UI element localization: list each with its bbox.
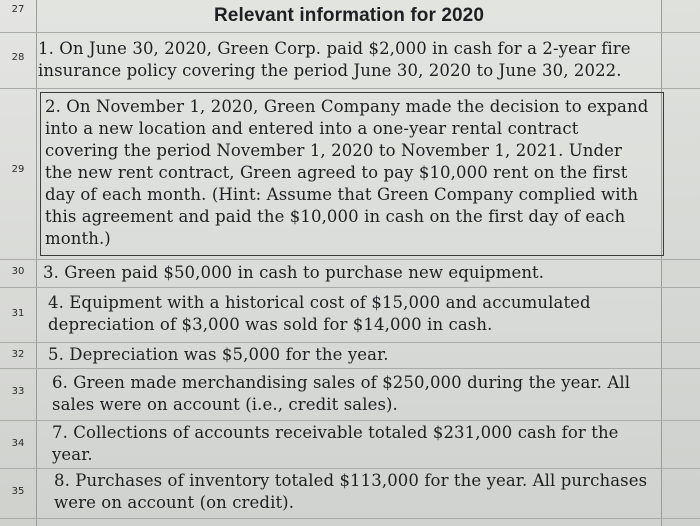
text-line: 4. Equipment with a historical cost of $15,000 and accumulated	[48, 293, 591, 312]
text-line: 5. Depreciation was $5,000 for the year.	[48, 345, 389, 364]
cell-text	[54, 470, 660, 514]
table-row[interactable]	[0, 368, 700, 421]
text-line: day of each month. (Hint: Assume that Green Company complied with	[45, 185, 639, 204]
text-line: sales were on account (i.e., credit sales).	[52, 395, 398, 414]
text-line: 2. On November 1, 2020, Green Company made the decision to expand	[45, 97, 649, 116]
row-number: 27	[11, 4, 25, 15]
page-title: Relevant information for 2020	[213, 5, 485, 26]
cell-text[interactable]	[45, 96, 660, 250]
cell-text	[43, 262, 660, 284]
text-line: month.)	[45, 229, 111, 248]
text-line: this agreement and paid the $10,000 in cash on the first day of each	[45, 207, 626, 226]
cell-text	[52, 372, 660, 416]
cell-text	[48, 344, 660, 366]
table-row[interactable]	[0, 468, 700, 519]
text-line: 7. Collections of accounts receivable totaled $231,000 cash for the	[52, 423, 619, 442]
text-line: 1. On June 30, 2020, Green Corp. paid $2,000 in cash for a 2-year fire	[38, 39, 631, 58]
row-number: 35	[11, 486, 25, 497]
table-row[interactable]	[0, 420, 700, 469]
cell-text	[52, 422, 660, 466]
text-line: the new rent contract, Green agreed to pay $10,000 rent on the first	[45, 163, 628, 182]
cell-text	[48, 292, 660, 336]
text-line: covering the period November 1, 2020 to November 1, 2021. Under	[45, 141, 623, 160]
text-line: 8. Purchases of inventory totaled $113,000 for the year. All purchases	[54, 471, 648, 490]
row-number: 31	[11, 308, 25, 319]
text-line: year.	[52, 445, 93, 464]
text-line: insurance policy covering the period June 30, 2020 to June 30, 2022.	[38, 61, 622, 80]
table-row[interactable]	[0, 0, 700, 33]
text-line: into a new location and entered into a one-year rental contract	[45, 119, 579, 138]
row-number: 30	[11, 266, 25, 277]
row-number: 34	[11, 438, 25, 449]
cell-text	[38, 38, 660, 82]
row-number: 33	[11, 386, 25, 397]
table-row[interactable]	[0, 287, 700, 343]
row-number: 29	[11, 164, 25, 175]
text-line: were on account (on credit).	[54, 493, 295, 512]
row-number: 28	[11, 52, 25, 63]
table-row[interactable]	[0, 259, 700, 288]
table-row[interactable]	[0, 32, 700, 89]
text-line: 6. Green made merchandising sales of $250,000 during the year. All	[52, 373, 631, 392]
table-row[interactable]	[0, 342, 700, 369]
row-number: 32	[11, 349, 25, 360]
text-line: 3. Green paid $50,000 in cash to purchase new equipment.	[43, 263, 545, 282]
text-line: depreciation of $3,000 was sold for $14,000 in cash.	[48, 315, 493, 334]
table-row[interactable]	[0, 88, 700, 260]
